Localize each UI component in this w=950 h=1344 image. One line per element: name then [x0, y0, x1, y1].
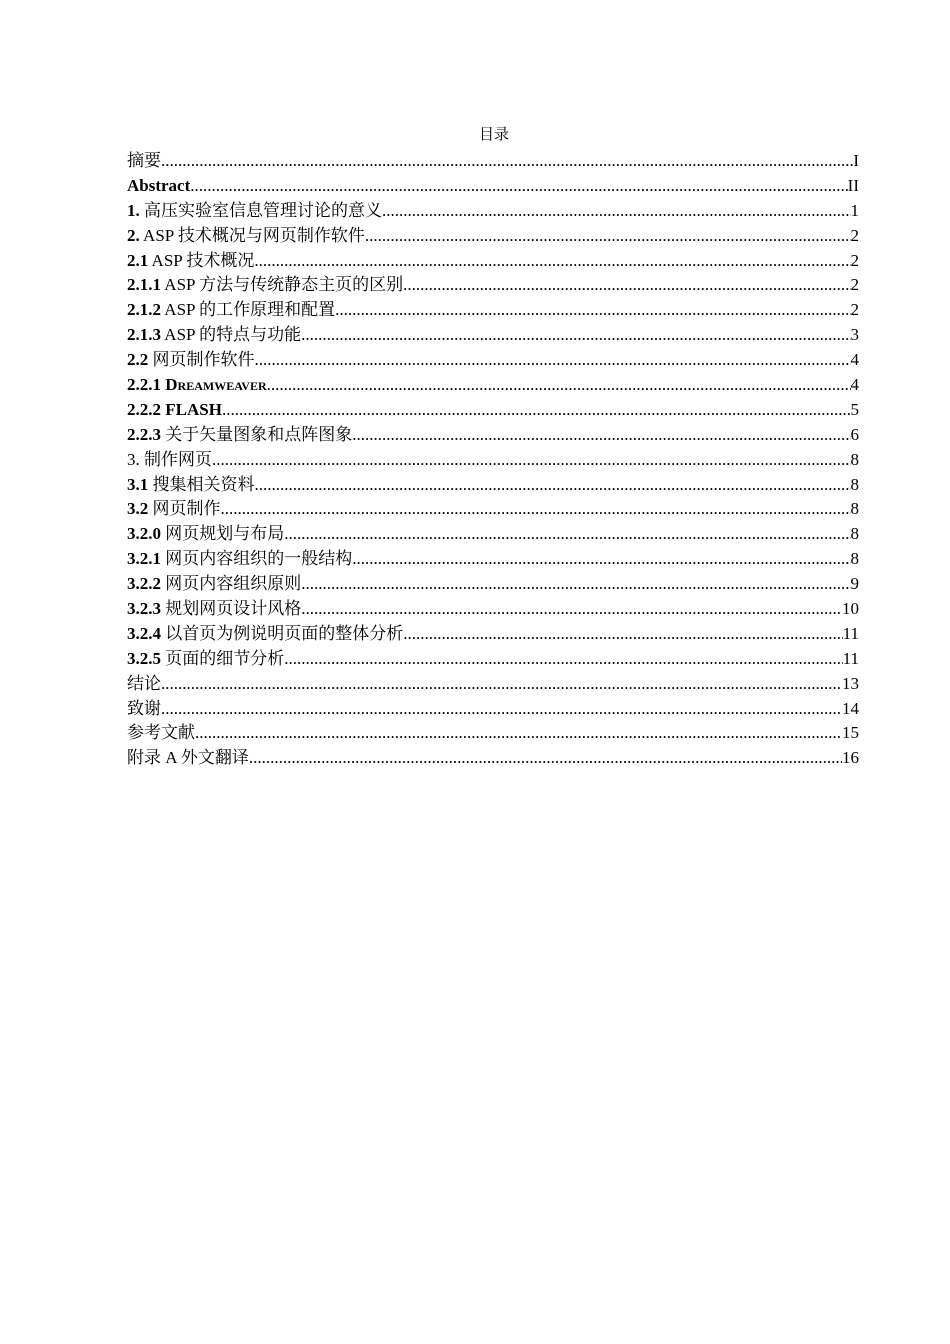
table-of-contents — [127, 149, 859, 771]
toc-entry-label — [127, 224, 365, 249]
toc-entry-text: 结论 — [127, 673, 161, 693]
toc-dot-leader — [221, 497, 851, 522]
toc-entry[interactable] — [127, 199, 859, 224]
toc-entry[interactable] — [127, 398, 859, 423]
toc-entry-label — [127, 448, 212, 473]
toc-entry-text: 高压实验室信息管理讨论的意义 — [139, 200, 382, 220]
toc-dot-leader — [403, 273, 850, 298]
toc-entry-number: 2.1.3 — [127, 325, 161, 345]
toc-page-number: 6 — [850, 424, 859, 444]
toc-page-number: 2 — [850, 300, 859, 320]
toc-page-number: 10 — [842, 599, 859, 619]
toc-entry-label — [127, 249, 254, 274]
toc-entry-label — [127, 672, 161, 697]
toc-entry-number: 2.1.2 — [127, 300, 161, 320]
toc-entry-text: ASP 技术概况与网页制作软件 — [139, 225, 365, 245]
toc-page-number: 2 — [850, 225, 859, 245]
toc-entry-text: 网页内容组织的一般结构 — [161, 549, 353, 569]
toc-dot-leader — [352, 423, 850, 448]
toc-dot-leader — [254, 249, 850, 274]
toc-entry[interactable] — [127, 373, 859, 398]
toc-entry-text: 网页制作 — [148, 499, 221, 519]
toc-title: 目录 — [478, 127, 509, 143]
toc-dot-leader — [335, 298, 850, 323]
toc-entry[interactable] — [127, 672, 859, 697]
toc-page-number: 4 — [850, 375, 859, 395]
toc-dot-leader — [190, 174, 847, 199]
toc-dot-leader — [284, 522, 850, 547]
toc-entry-number: 3.2.3 — [127, 599, 161, 619]
toc-entry-label — [127, 522, 284, 547]
toc-entry[interactable] — [127, 497, 859, 522]
toc-entry-number: 3.2.5 — [127, 648, 161, 668]
toc-entry-number: 3.2.4 — [127, 623, 161, 643]
toc-entry-label — [127, 572, 301, 597]
toc-entry-number: 1. — [127, 200, 140, 220]
toc-entry[interactable] — [127, 249, 859, 274]
toc-dot-leader — [161, 697, 842, 722]
toc-entry-text: 网页规划与布局 — [161, 524, 285, 544]
toc-page-number: 16 — [842, 748, 859, 768]
toc-entry-label — [127, 622, 403, 647]
toc-entry-label — [127, 398, 222, 423]
toc-entry[interactable] — [127, 547, 859, 572]
toc-entry[interactable] — [127, 572, 859, 597]
toc-entry-label — [127, 473, 255, 498]
toc-entry-label — [127, 423, 352, 448]
toc-dot-leader — [301, 597, 842, 622]
toc-page-number: 5 — [850, 399, 859, 419]
toc-entry[interactable] — [127, 697, 859, 722]
toc-page-number: 8 — [850, 499, 859, 519]
toc-page-number: 8 — [850, 449, 859, 469]
toc-page-number: 11 — [842, 648, 859, 668]
toc-entry-number: 2.1.1 — [127, 275, 161, 295]
toc-entry-text: ASP 的特点与功能 — [161, 325, 302, 345]
toc-entry-text: 参考文献 — [127, 723, 195, 743]
toc-entry[interactable] — [127, 149, 859, 174]
toc-dot-leader — [382, 199, 851, 224]
toc-dot-leader — [403, 622, 842, 647]
toc-page-number: 8 — [850, 524, 859, 544]
toc-entry-text: 搜集相关资料 — [148, 474, 255, 494]
toc-page-number: 13 — [842, 673, 859, 693]
toc-dot-leader — [161, 149, 853, 174]
toc-entry-text: ASP 的工作原理和配置 — [161, 300, 336, 320]
toc-entry[interactable] — [127, 273, 859, 298]
toc-entry-number: 2.2 — [127, 350, 149, 370]
toc-entry[interactable] — [127, 323, 859, 348]
toc-entry-label — [127, 373, 267, 398]
toc-entry-label — [127, 721, 195, 746]
toc-entry-number: 2. — [127, 225, 140, 245]
toc-entry[interactable] — [127, 448, 859, 473]
toc-dot-leader — [365, 224, 851, 249]
toc-entry-number: 3.2.1 — [127, 549, 161, 569]
toc-entry[interactable] — [127, 423, 859, 448]
toc-dot-leader — [301, 572, 850, 597]
toc-entry-number: 3.2.0 — [127, 524, 161, 544]
toc-dot-leader — [352, 547, 850, 572]
toc-page-number: 8 — [850, 474, 859, 494]
toc-dot-leader — [284, 647, 842, 672]
toc-entry[interactable] — [127, 174, 859, 199]
toc-page-number: 4 — [850, 350, 859, 370]
toc-entry-number: 2.2.2 — [127, 399, 161, 419]
toc-entry-text: 网页内容组织原则 — [161, 574, 302, 594]
toc-page-number: 9 — [850, 574, 859, 594]
toc-dot-leader — [255, 348, 851, 373]
toc-entry-text: 以首页为例说明页面的整体分析 — [161, 623, 404, 643]
toc-entry-label — [127, 323, 301, 348]
toc-entry-number: 2.2.1 — [127, 375, 161, 395]
toc-entry-label — [127, 149, 161, 174]
toc-page-number: 8 — [850, 549, 859, 569]
toc-entry-label — [127, 746, 249, 771]
toc-entry-label — [127, 273, 403, 298]
toc-entry[interactable] — [127, 721, 859, 746]
toc-page-number: 1 — [850, 200, 859, 220]
toc-entry-text: FLASH — [161, 399, 222, 419]
toc-entry-label — [127, 697, 161, 722]
toc-entry-number: 2.2.3 — [127, 424, 161, 444]
toc-entry-label — [127, 298, 335, 323]
toc-entry-label — [127, 647, 284, 672]
toc-dot-leader — [255, 473, 851, 498]
toc-dot-leader — [249, 746, 842, 771]
toc-entry-label — [127, 547, 352, 572]
toc-entry-label — [127, 497, 221, 522]
toc-entry-text: 摘要 — [127, 151, 161, 170]
toc-entry-number: 3.2.2 — [127, 574, 161, 594]
toc-entry-text: 页面的细节分析 — [161, 648, 285, 668]
toc-page-number: 15 — [842, 723, 859, 743]
toc-entry-text: ASP 技术概况 — [148, 250, 255, 270]
toc-page-number: II — [847, 175, 859, 195]
toc-page-number: 2 — [850, 275, 859, 295]
toc-entry-text: 关于矢量图象和点阵图象 — [161, 424, 353, 444]
toc-entry-text: 网页制作软件 — [148, 350, 255, 370]
toc-page-number: I — [853, 151, 859, 170]
toc-entry-label — [127, 597, 301, 622]
toc-entry-text: 规划网页设计风格 — [161, 599, 302, 619]
toc-entry[interactable] — [127, 597, 859, 622]
toc-entry[interactable] — [127, 522, 859, 547]
toc-entry-number: 2.1 — [127, 250, 149, 270]
toc-entry-label — [127, 348, 255, 373]
toc-dot-leader — [267, 373, 851, 398]
toc-entry-number: 3.1 — [127, 474, 149, 494]
toc-entry-text: 3. 制作网页 — [127, 449, 212, 469]
toc-entry-text: 致谢 — [127, 698, 161, 718]
toc-page-number: 11 — [842, 623, 859, 643]
toc-dot-leader — [301, 323, 850, 348]
toc-entry-text: 附录 A 外文翻译 — [127, 748, 249, 768]
toc-entry[interactable] — [127, 298, 859, 323]
toc-entry-text: Dreamweaver — [161, 375, 267, 395]
toc-entry[interactable] — [127, 647, 859, 672]
toc-entry[interactable] — [127, 746, 859, 771]
toc-entry-number: 3.2 — [127, 499, 149, 519]
toc-entry[interactable] — [127, 622, 859, 647]
toc-entry-text: Abstract — [127, 175, 191, 195]
toc-entry[interactable] — [127, 473, 859, 498]
toc-entry-label — [127, 174, 190, 199]
toc-entry[interactable] — [127, 224, 859, 249]
toc-dot-leader — [161, 672, 842, 697]
toc-dot-leader — [212, 448, 851, 473]
toc-entry[interactable] — [127, 348, 859, 373]
toc-entry-text: ASP 方法与传统静态主页的区别 — [161, 275, 404, 295]
toc-dot-leader — [222, 398, 851, 423]
toc-page-number: 14 — [842, 698, 859, 718]
toc-entry-label — [127, 199, 382, 224]
toc-page-number: 2 — [850, 250, 859, 270]
toc-page-number: 3 — [850, 325, 859, 345]
toc-dot-leader — [195, 721, 842, 746]
